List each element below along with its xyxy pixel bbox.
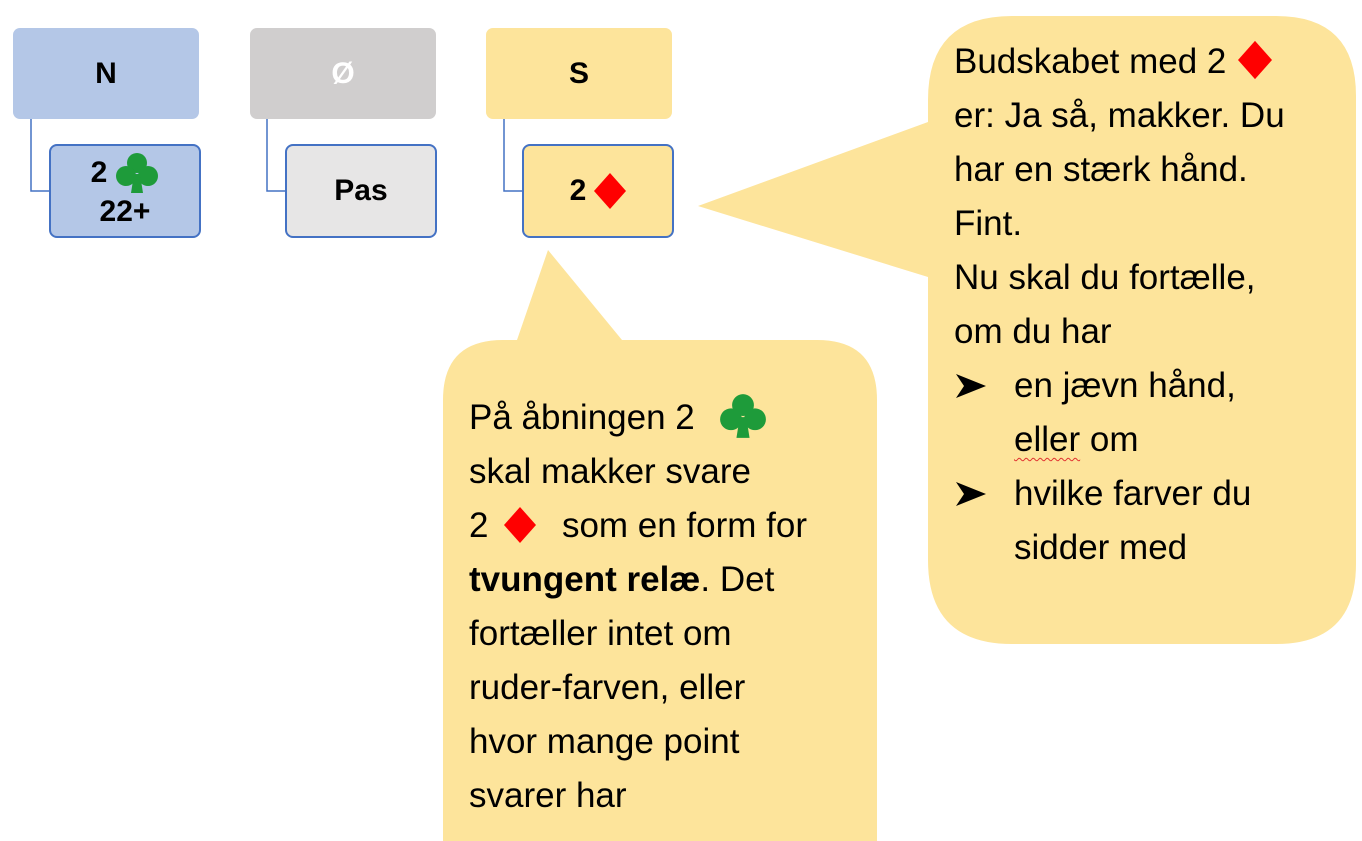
east-header: Ø xyxy=(250,28,436,119)
bottom-callout-line-7: hvor mange point xyxy=(469,722,740,761)
bottom-line-1-text: På åbningen 2 xyxy=(469,398,695,437)
bullet-item xyxy=(954,467,1344,575)
right-callout-line-3: har en stærk hånd. xyxy=(954,150,1248,189)
right-callout-text xyxy=(954,35,1344,575)
arrow-bullet-icon xyxy=(954,467,1014,575)
bottom-callout-line-4 xyxy=(469,553,869,607)
bottom-line-3-text: som en form for xyxy=(561,506,808,545)
bottom-line-4-rest: . Det xyxy=(700,560,775,599)
diamond-icon xyxy=(1238,40,1272,80)
south-bid-level: 2 xyxy=(569,174,587,207)
right-callout-line-6: om du har xyxy=(954,312,1112,351)
bottom-callout-line-8: svarer har xyxy=(469,776,627,815)
right-callout-line-5: Nu skal du fortælle, xyxy=(954,258,1256,297)
north-bid-level: 2 xyxy=(90,156,108,189)
diamond-icon xyxy=(504,506,536,544)
right-callout-line-4: Fint. xyxy=(954,204,1023,243)
south-header: S xyxy=(486,28,672,119)
arrow-bullet-icon xyxy=(954,359,1014,467)
bottom-callout-line-2: skal makker svare xyxy=(469,452,752,491)
bullet-1-line-2 xyxy=(1014,413,1236,467)
bottom-callout-line-5: fortæller intet om xyxy=(469,614,732,653)
bottom-line-4-bold: tvungent relæ xyxy=(469,560,701,599)
right-callout-line-1 xyxy=(954,35,1344,89)
north-bid-points: 22+ xyxy=(99,195,151,228)
north-header: N xyxy=(13,28,199,119)
bottom-callout-text xyxy=(469,391,869,823)
bottom-callout-line-1 xyxy=(469,391,869,445)
right-callout-line-2: er: Ja så, makker. Du xyxy=(954,96,1285,135)
bullet-1-line-1: en jævn hånd, xyxy=(1014,366,1236,405)
bottom-callout-line-6: ruder-farven, eller xyxy=(469,668,746,707)
east-bid: Pas xyxy=(285,144,437,238)
club-icon xyxy=(719,393,767,439)
bullet-2-line-2: sidder med xyxy=(1014,528,1188,567)
bullet-1-squiggle-word: eller xyxy=(1014,420,1081,459)
bullet-item xyxy=(954,359,1344,467)
bottom-callout-line-3 xyxy=(469,499,869,553)
bullet-1-rest: om xyxy=(1080,420,1139,459)
bottom-line-3-level: 2 xyxy=(469,506,489,545)
bullet-2-line-1: hvilke farver du xyxy=(1014,474,1252,513)
right-line-1-text: Budskabet med 2 xyxy=(954,42,1227,81)
